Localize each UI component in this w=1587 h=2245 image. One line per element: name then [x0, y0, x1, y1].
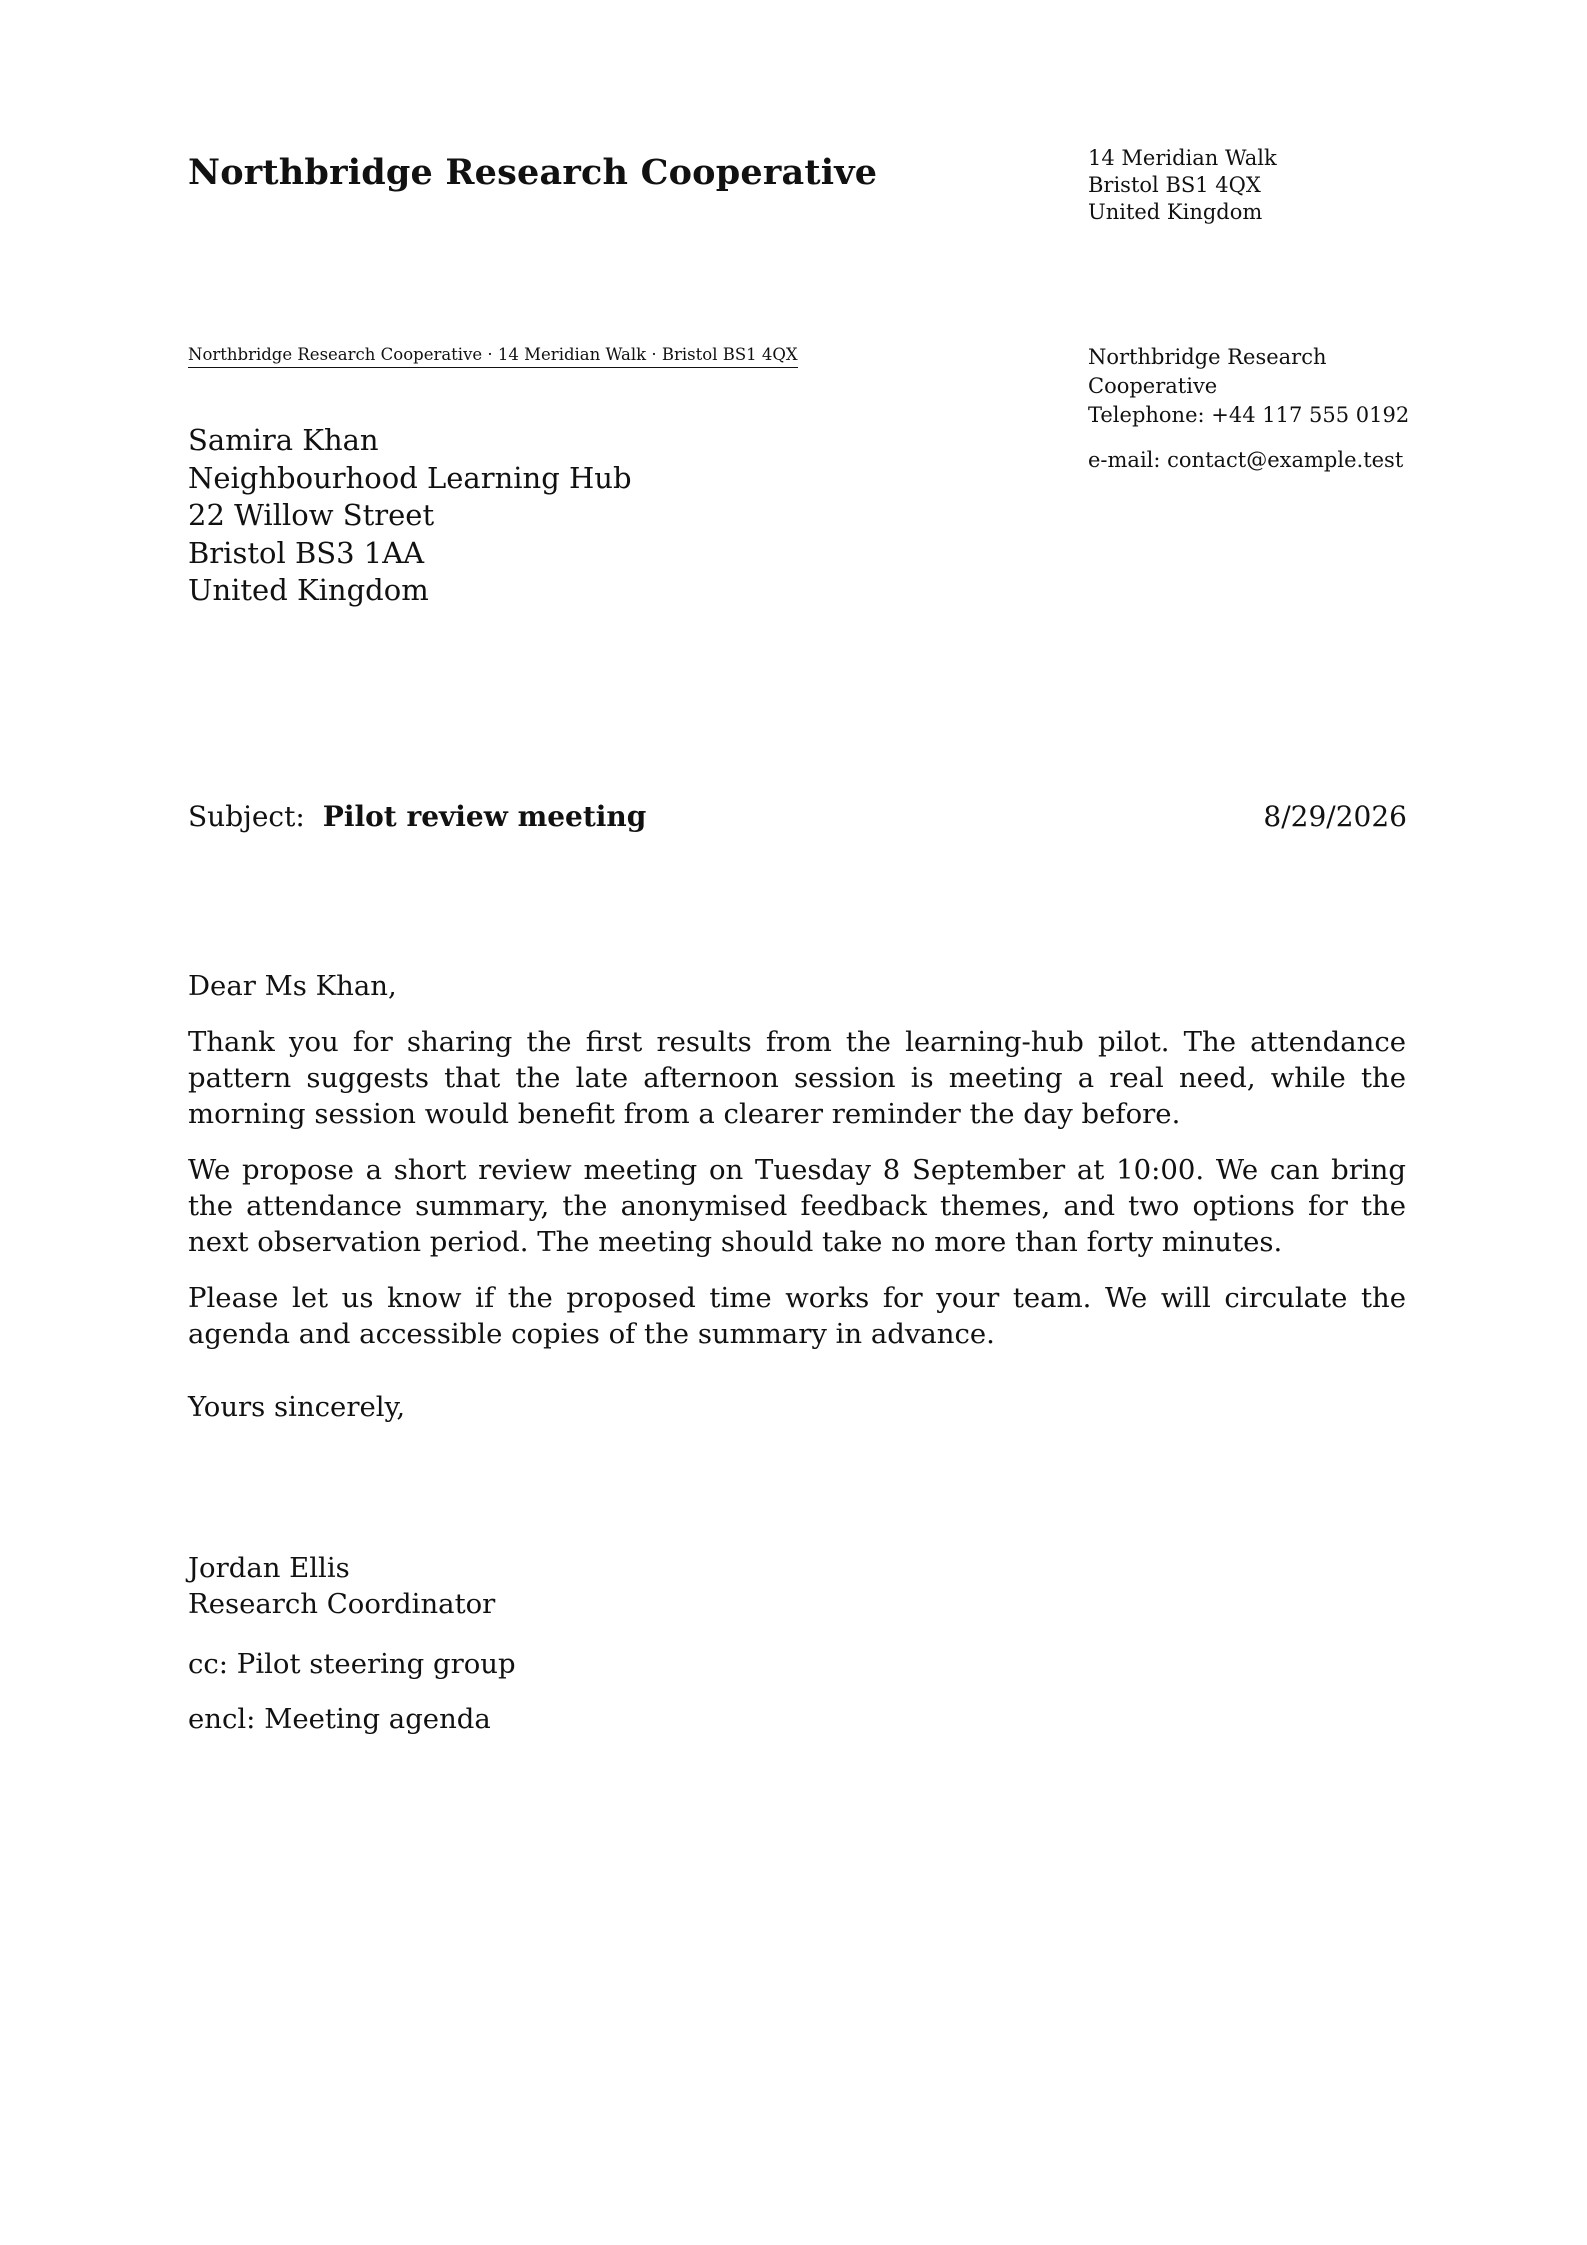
body-paragraph: We propose a short review meeting on Tuesday 8 September at 10:00. We can bring the attendance summary, the anonymised feedback themes, and two options for the next observation period. The meeting should take no more than forty minutes. [188, 1154, 1406, 1258]
recipient-country: United Kingdom [188, 573, 429, 607]
closing: Yours sincerely, [188, 1391, 406, 1423]
subject-label: Subject: [188, 800, 305, 833]
recipient-city: Bristol BS3 1AA [188, 535, 425, 570]
sender-contact-block [1088, 343, 1409, 475]
subject-line [188, 800, 646, 833]
letter-date: 8/29/2026 [1263, 800, 1407, 833]
letterhead-address-line: Bristol BS1 4QX [1088, 173, 1261, 197]
recipient-name: Samira Khan [188, 423, 379, 457]
letter-body [188, 968, 1406, 1372]
letterhead-address-line: United Kingdom [1088, 200, 1263, 224]
recipient-organization: Neighbourhood Learning Hub [188, 460, 632, 495]
signatory-title: Research Coordinator [188, 1588, 496, 1620]
cc-line: cc: Pilot steering group [188, 1648, 516, 1680]
letterhead-address-line: 14 Meridian Walk [1088, 146, 1277, 170]
letterhead-organization-name: Northbridge Research Cooperative [188, 152, 878, 193]
body-paragraph: Thank you for sharing the first results from the learning-hub pilot. The attendance pattern suggests that the late afternoon session is meeting a real need, while the morning session would benefit from a clearer reminder the day before. [188, 1026, 1406, 1130]
recipient-street: 22 Willow Street [188, 498, 435, 532]
sender-name-line: Northbridge Research [1088, 345, 1327, 369]
return-address-line: Northbridge Research Cooperative · 14 Meridian Walk · Bristol BS1 4QX [188, 345, 798, 368]
sender-telephone: Telephone: +44 117 555 0192 [1088, 403, 1410, 427]
enclosure-line: encl: Meeting agenda [188, 1703, 491, 1735]
salutation: Dear Ms Khan, [188, 970, 397, 1002]
recipient-address [188, 422, 632, 610]
body-paragraph: Please let us know if the proposed time works for your team. We will circulate the agenda and accessible copies of the summary in advance. [188, 1282, 1406, 1350]
subject-text: Pilot review meeting [322, 800, 647, 833]
letterhead-address [1088, 145, 1277, 226]
signature-block [188, 1550, 495, 1622]
signatory-name: Jordan Ellis [188, 1552, 350, 1584]
sender-email: e-mail: contact@example.test [1088, 448, 1404, 472]
sender-name-line: Cooperative [1088, 374, 1218, 398]
